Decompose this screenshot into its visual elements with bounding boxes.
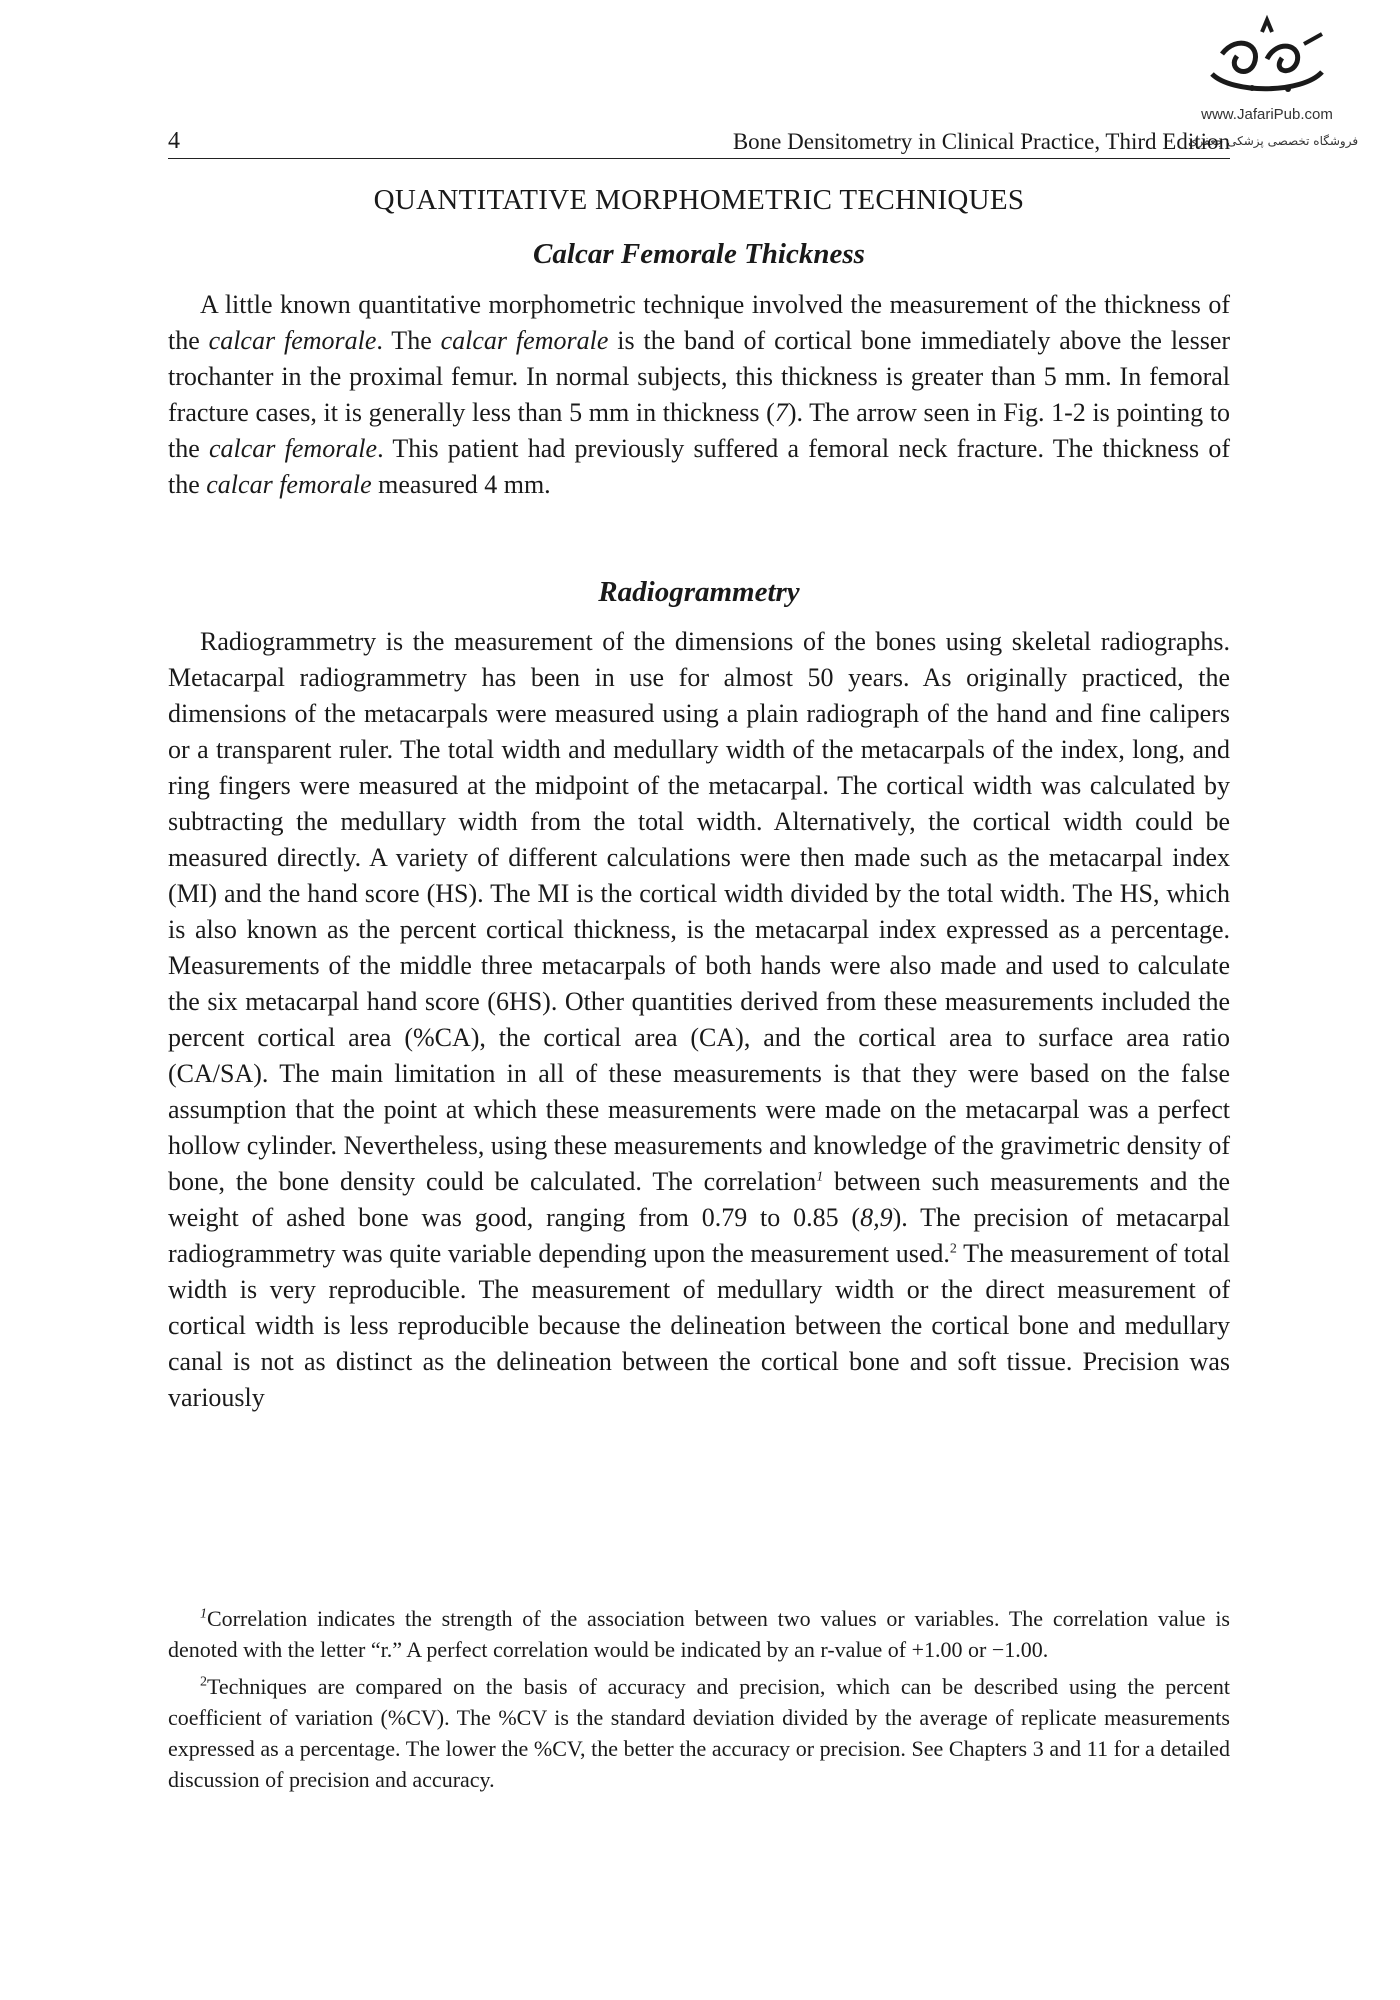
- text-segment: ). The precision of metacarpal radiogrammetry was quite variable depending upon the measurement used.: [168, 1203, 1230, 1268]
- section-title: QUANTITATIVE MORPHOMETRIC TECHNIQUES: [373, 184, 1025, 216]
- footnote-marker-1: 1: [816, 1169, 824, 1185]
- running-header: [168, 128, 1230, 159]
- page-number: 4: [168, 128, 180, 154]
- text-segment: measured 4 mm.: [371, 470, 551, 499]
- footnote-1-mark: 1: [200, 1606, 207, 1622]
- footnote-1-text: Correlation indicates the strength of the association between two values or variables. The correlation value is denoted with the letter “r.” A perfect correlation would be indicated by an r-value of +1.00 or −1.00.: [168, 1606, 1230, 1662]
- text-segment: A little known quantitative morphometric technique involved the measurement of the thickness of the: [168, 290, 1230, 355]
- footnote-2-mark: 2: [200, 1674, 207, 1690]
- text-segment: between such measurements and the weight of ashed bone was good, ranging from 0.79 to 0.85 (: [168, 1167, 1230, 1232]
- text-segment: ). The arrow seen in Fig. 1-2 is pointing to the: [168, 398, 1230, 463]
- subsection-title-radiogrammetry: Radiogrammetry: [598, 576, 800, 608]
- footnote-1: [168, 1603, 1230, 1665]
- paragraph-radiogrammetry: [168, 624, 1230, 1416]
- paragraph-calcar-femorale: [168, 287, 1230, 503]
- text-segment: . The: [376, 326, 441, 355]
- footnotes: [168, 1603, 1230, 1801]
- text-segment: Radiogrammetry is the measurement of the dimensions of the bones using skeletal radiographs. Metacarpal radiogrammetry has been in use for almost 50 years. As originally practiced, the dimensions of the metacarpals were measured using a plain radiograph of the hand and fine calipers or a transparent ruler. The total width and medullary width of the metacarpals of the index, long, and ring fingers were measured at the midpoint of the metacarpal. The cortical width was calculated by subtracting the medullary width from the total width. Alternatively, the cortical width could be measured directly. A variety of different calculations were then made such as the metacarpal index (MI) and the hand score (HS). The MI is the cortical width divided by the total width. The HS, which is also known as the percent cortical thickness, is the metacarpal index expressed as a percentage. Measurements of the middle three metacarpals of both hands were also made and used to calculate the six metacarpal hand score (6HS). Other quantities derived from these measurements included the percent cortical area (%CA), the cortical area (CA), and the cortical area to surface area ratio (CA/SA). The main limitation in all of these measurements is that they were based on the false assumption that the point at which these measurements were made on the metacarpal was a perfect hollow cylinder. Nevertheless, using these measurements and knowledge of the gravimetric density of bone, the bone density could be calculated. The correlation: [168, 627, 1230, 1196]
- footnote-marker-2: 2: [949, 1241, 957, 1257]
- footnote-2-text: Techniques are compared on the basis of accuracy and precision, which can be described using the percent coefficient of variation (%CV). The %CV is the standard deviation divided by the average of replicate measurements expressed as a percentage. The lower the %CV, the better the accuracy or precision. See Chapters 3 and 11 for a detailed discussion of precision and accuracy.: [168, 1674, 1230, 1792]
- text-segment: . This patient had previously suffered a femoral neck fracture. The thickness of the: [168, 434, 1231, 499]
- text-segment: is the band of cortical bone immediately above the lesser trochanter in the proximal femur. In normal subjects, this thickness is greater than 5 mm. In femoral fracture cases, it is generally less than 5 mm in thickness (: [168, 326, 1231, 427]
- watermark-url: www.JafariPub.com: [1201, 106, 1333, 123]
- reference-citation: 7: [774, 398, 788, 427]
- calligraphic-logo-icon: [1192, 14, 1342, 104]
- publisher-watermark: [1162, 14, 1372, 123]
- italic-term: calcar femorale: [440, 326, 609, 355]
- footnote-2: [168, 1671, 1230, 1795]
- italic-term: calcar femorale: [208, 326, 377, 355]
- reference-citation: 8,9: [860, 1203, 893, 1232]
- italic-term: calcar femorale: [209, 434, 378, 463]
- italic-term: calcar femorale: [206, 470, 372, 499]
- book-title: Bone Densitometry in Clinical Practice, Third Edition: [732, 129, 1230, 154]
- subsection-title-calcar: Calcar Femorale Thickness: [533, 238, 865, 270]
- watermark-tagline: فروشگاه تخصصی پزشکی جعفری: [1188, 134, 1359, 148]
- text-segment: The measurement of total width is very reproducible. The measurement of medullary width or the direct measurement of cortical width is less reproducible because the delineation between the cortical bone and medullary canal is not as distinct as the delineation between the cortical bone and soft tissue. Precision was variously: [168, 1239, 1230, 1412]
